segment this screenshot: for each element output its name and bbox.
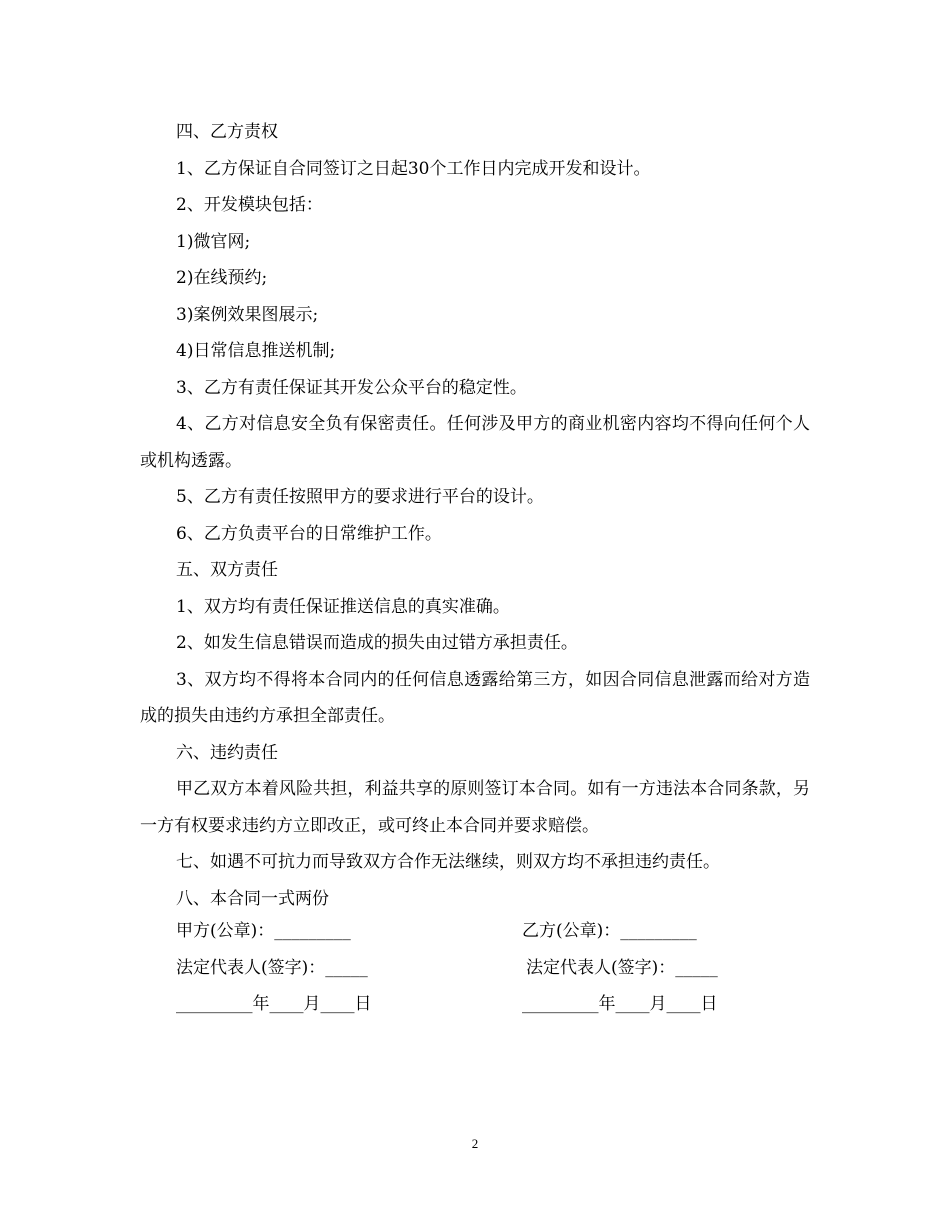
clause-4-2: 2、开发模块包括： [176,195,323,215]
section-heading-6: 六、违约责任 [176,742,278,763]
clause-4-3: 3、乙方有责任保证其开发公众平台的稳定性。 [176,377,527,398]
party-b-representative-line: 法定代表人(签字)：_____ [526,958,718,978]
section-heading-7: 七、如遇不可抗力而导致双方合作无法继续，则双方均不承担违约责任。 [176,852,720,872]
clause-4-4: 4、乙方对信息安全负有保密责任。任何涉及甲方的商业机密内容均不得向任何个人或机构透露。 [140,414,810,471]
clause-4-5: 5、乙方有责任按照甲方的要求进行平台的设计。 [176,487,544,507]
party-a-representative-line: 法定代表人(签字)：_____ [176,958,368,978]
module-item-2: 2)在线预约; [176,268,268,288]
section-heading-4: 四、乙方责权 [176,122,278,142]
clause-5-3: 3、双方均不得将本合同内的任何信息透露给第三方，如因合同信息泄露而给对方造成的损失由违约方承担全部责任。 [140,669,810,726]
module-item-1: 1)微官网; [176,231,251,252]
party-b-date-line: _________年____月____日 [522,994,718,1014]
clause-4-1: 1、乙方保证自合同签订之日起30个工作日内完成开发和设计。 [176,158,651,179]
module-item-4: 4)日常信息推送机制; [176,341,336,361]
section-heading-5: 五、双方责任 [176,560,278,580]
party-a-seal-line: 甲方(公章)：_________ [176,921,351,941]
module-item-3: 3)案例效果图展示; [176,304,319,325]
clause-5-2: 2、如发生信息错误而造成的损失由过错方承担责任。 [176,633,578,653]
clause-6-1: 甲乙双方本着风险共担，利益共享的原则签订本合同。如有一方违法本合同条款，另一方有权要求违约方立即改正，或可终止本合同并要求赔偿。 [140,779,810,836]
section-heading-8: 八、本合同一式两份 [176,888,329,909]
contract-body [140,114,810,917]
clause-4-6: 6、乙方负责平台的日常维护工作。 [176,523,442,544]
clause-5-1: 1、双方均有责任保证推送信息的真实准确。 [176,596,510,617]
party-b-seal-line: 乙方(公章)：_________ [522,921,697,941]
page-number: 2 [471,1136,479,1151]
party-a-date-line: _________年____月____日 [176,994,372,1014]
